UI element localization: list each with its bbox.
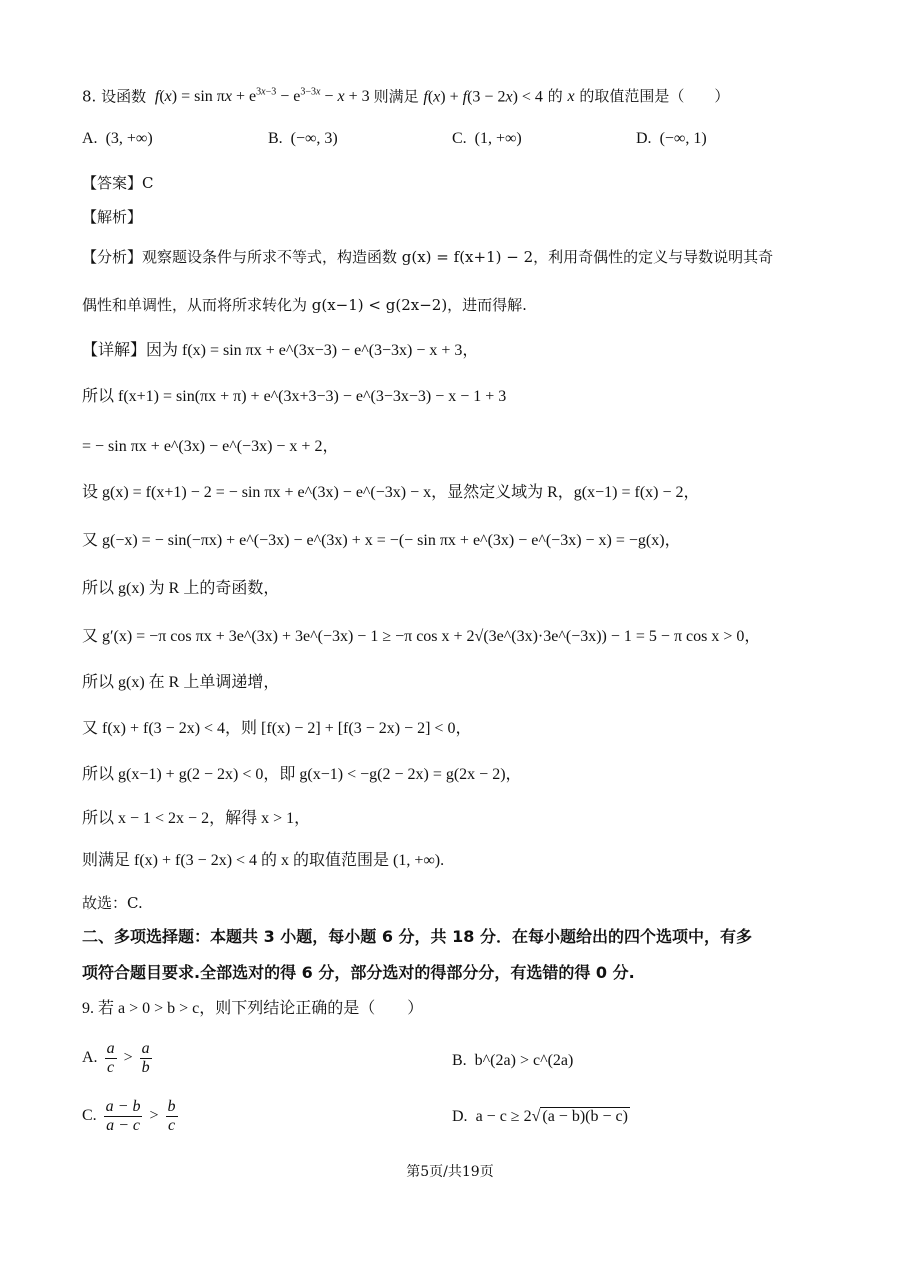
q9-option-a: A. $\frac{a}{c}$ > $\frac{a}{b}$	[82, 1040, 150, 1076]
section2-heading-line-1: 二、多项选择题：本题共 3 小题，每小题 6 分，共 18 分．在每小题给出的四个选项中，有多	[82, 927, 752, 946]
q8-option-c: C. (1, +∞)	[452, 130, 522, 147]
page-footer: 第5页/共19页	[406, 1164, 494, 1180]
q9-option-a-label: A.	[82, 1049, 98, 1067]
q9-option-c: C. $\frac{a - b}{a - c}$ > $\frac{b}{c}$	[82, 1098, 176, 1134]
q8-stem-mid: 则满足	[373, 87, 419, 106]
q8-option-b: B. (−∞, 3)	[268, 130, 338, 147]
q8-analysis-line-2: 偶性和单调性，从而将所求转化为 g(x−1) < g(2x−2)，进而得解.	[82, 296, 527, 314]
q8-detail-line-11: 所以 x − 1 < 2x − 2，解得 x > 1，	[82, 810, 311, 827]
q8-stem-prefix: 8. 设函数	[82, 87, 147, 106]
q8-detail-line-13: 故选：C.	[82, 894, 143, 912]
q9-option-b-label: B.	[452, 1052, 467, 1069]
q8-detail-line-9: 又 f(x) + f(3 − 2x) < 4，则 [f(x) − 2] + [f(3 − 2x) − 2] < 0，	[82, 720, 472, 737]
section2-heading-line-2: 项符合题目要求.全部选对的得 6 分，部分选对的得部分分，有选错的得 0 分.	[82, 963, 635, 982]
q8-analysis-title: 【解析】	[82, 208, 143, 226]
q9-option-d-sqrt: (a − b)(b − c)	[542, 1108, 628, 1125]
q9-option-a-frac1: $\frac{a}{c}$	[106, 1040, 115, 1076]
q9-option-c-frac1: $\frac{a - b}{a - c}$	[105, 1098, 141, 1134]
q9-option-d: D. a − c ≥ 2√ (a − b)(b − c)	[452, 1108, 628, 1125]
q8-detail-line-12: 则满足 f(x) + f(3 − 2x) < 4 的 x 的取值范围是 (1, +∞).	[82, 852, 445, 869]
q9-option-c-label: C.	[82, 1107, 97, 1125]
q8-option-a: A. (3, +∞)	[82, 130, 153, 147]
q8-analysis-line-1: 【分析】观察题设条件与所求不等式，构造函数 g(x) = f(x+1) − 2，利用奇偶性的定义与导数说明其奇	[82, 248, 774, 266]
q9-stem: 9. 若 a > 0 > b > c，则下列结论正确的是（ ）	[82, 1000, 424, 1017]
q8-detail-line-8: 所以 g(x) 在 R 上单调递增，	[82, 674, 280, 691]
q9-option-b	[452, 1050, 573, 1072]
q8-detail-line-4: 设 g(x) = f(x+1) − 2 = − sin πx + e^(3x) − e^(−3x) − x，显然定义域为 R，g(x−1) = f(x) − 2，	[82, 484, 700, 501]
q9-option-d-lhs: a − c ≥ 2	[475, 1108, 532, 1125]
q8-answer: 【答案】C	[82, 174, 154, 192]
q8-option-d: D. (−∞, 1)	[636, 130, 707, 147]
q9-option-c-frac2: $\frac{b}{c}$	[167, 1098, 176, 1134]
q8-detail-line-2: 所以 f(x+1) = sin(πx + π) + e^(3x+3−3) − e^(3−3x−3) − x − 1 + 3	[82, 388, 507, 405]
q8-detail-line-7: 又 g′(x) = −π cos πx + 3e^(3x) + 3e^(−3x) − 1 ≥ −π cos x + 2√(3e^(3x)·3e^(−3x)) − 1 = 5 − π cos x > 0，	[82, 628, 761, 645]
q9-option-a-frac2: $\frac{a}{b}$	[141, 1040, 150, 1076]
q8-detail-line-10: 所以 g(x−1) + g(2 − 2x) < 0，即 g(x−1) < −g(2 − 2x) = g(2x − 2)，	[82, 766, 522, 783]
q8-stem: 8. 设函数 $f(x) = \sin \pi x + e^{3x-3} - e^{3-3x} - x + 3$ 则满足 f(x) + f(3 − 2x) < 4 的 x 的取值范围是（ ）	[82, 87, 730, 106]
q8-detail-line-1: 【详解】因为 f(x) = sin πx + e^(3x−3) − e^(3−3x) − x + 3，	[82, 342, 479, 359]
q8-detail-line-6: 所以 g(x) 为 R 上的奇函数，	[82, 580, 280, 597]
q9-option-d-label: D.	[452, 1108, 468, 1125]
q9-option-b-value: b^(2a) > c^(2a)	[474, 1052, 574, 1069]
q8-detail-line-3: = − sin πx + e^(3x) − e^(−3x) − x + 2，	[82, 438, 339, 455]
q8-detail-line-5: 又 g(−x) = − sin(−πx) + e^(−3x) − e^(3x) + x = −(− sin πx + e^(3x) − e^(−3x) − x) = −g(x)，	[82, 532, 681, 549]
